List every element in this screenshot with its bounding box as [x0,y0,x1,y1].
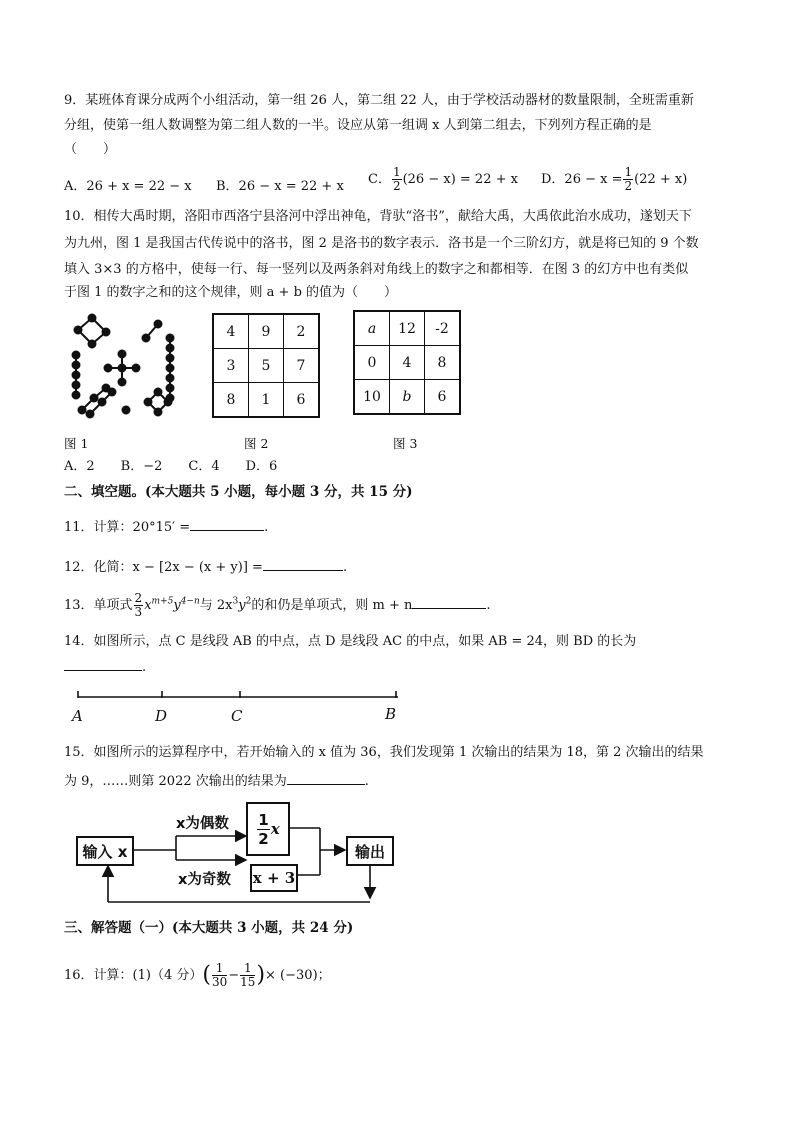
q14-line2 [64,656,146,677]
output-box: 输出 [346,836,394,866]
fraction-numerator: 2 [134,591,143,605]
q11-end: . [264,520,269,535]
grid-cell: -2 [425,311,461,346]
q15-answer-blank[interactable] [287,770,365,785]
grid-cell: 10 [354,380,390,415]
q9-option-d-expr: (22 + x) [634,172,688,187]
q15-text: 为 9，……则第 2022 次输出的结果为 [64,774,287,789]
point-b-label: B [385,705,397,723]
q16-fraction1 [212,962,227,989]
q12 [64,556,347,577]
q13-exp2: 4−n [180,596,200,607]
fig3-caption: 图 3 [393,436,418,451]
fraction-denominator: 2 [392,179,401,193]
q14-answer-blank[interactable] [64,656,142,671]
q13-mid2: 与 2x [199,598,233,613]
q14-end: . [142,660,147,675]
q9-option-d-prefix: D．26 − x = [541,172,623,187]
fraction-numerator: 1 [258,810,269,829]
fraction-numerator: 1 [392,165,401,179]
q10-line1: 10．相传大禹时期，洛阳市西洛宁县洛河中浮出神龟，背驮“洛书”，献给大禹，大禹依此治水成功，遂划天下 [64,209,692,224]
point-c-label: C [231,707,243,725]
grid-cell: a [354,311,390,346]
even-condition-label: x为偶数 [176,816,229,832]
q15-end: . [364,774,369,789]
q10-line3: 填入 3×3 的方格中，使每一行、每一竖列以及两条斜对角线上的数字之和都相等．在图 3 的幻方中也有类似 [64,262,689,277]
fraction-numerator: 1 [624,165,633,179]
grid-cell: 7 [284,349,320,383]
fig2-caption: 图 2 [244,436,269,451]
magic-square-fig3 [353,310,461,415]
q15-line2 [64,770,369,791]
q16-prefix: 16．计算：(1)（4 分） [64,968,203,983]
q16-fraction2 [240,962,255,989]
grid-cell: b [390,380,425,415]
point-d-label: D [155,707,168,725]
q13-y: y [173,598,181,613]
grid-cell: 4 [390,346,425,380]
q13-end: . [486,598,491,613]
q11 [64,516,268,537]
q13-exp1: m+5 [151,596,174,607]
fraction-numerator: 1 [240,962,255,976]
q9-option-d-fraction [623,166,633,193]
q9-line1: 9．某班体育课分成两个小组活动，第一组 26 人，第二组 22 人，由于学校活动器材的数量限制，全班需重新 [64,93,694,108]
fig1-caption: 图 1 [64,436,89,451]
section3-heading: 三、解答题（一）(本大题共 3 小题，共 24 分) [64,920,354,936]
q9-line2: 分组，使第一组人数调整为第二组人数的一半。设应从第一组调 x 人到第二组去，下列列方程正确的是 [64,118,652,133]
q10-line2: 为九州，图 1 是我国古代传说中的洛书，图 2 是洛书的数字表示．洛书是一个三阶幻方，就是将已知的 9 个数 [64,236,699,251]
q12-answer-blank[interactable] [263,556,343,571]
fraction-denominator: 15 [240,975,256,989]
q9-option-c-expr: (26 − x) = 22 + x [402,172,518,187]
half-x-var: x [270,820,280,838]
grid-cell: 8 [425,346,461,380]
grid-cell: 8 [213,383,249,418]
q9-option-d [541,166,687,193]
grid-cell: 0 [354,346,390,380]
odd-condition-label: x为奇数 [178,872,231,888]
q10-line4: 于图 1 的数字之和的这个规律，则 a + b 的值为（ ） [64,285,398,300]
q9-paren: （ ） [64,142,117,157]
q10-options: A．2 B．−2 C．4 D．6 [64,459,278,474]
q16 [64,962,331,989]
grid-cell: 6 [284,383,320,418]
grid-cell: 4 [213,314,249,349]
q13-exp3: 3 [232,596,239,607]
paren-open: ( [202,962,211,988]
q16-minus: − [228,968,240,983]
q11-answer-blank[interactable] [190,516,264,531]
q9-option-a: A．26 + x = 22 − x [64,179,192,194]
segment-diagram [70,690,410,704]
half-x-box [246,802,290,856]
q13-prefix: 13．单项式 [64,598,133,613]
q12-text: 12．化简：x − [2x − (x + y)] = [64,560,263,575]
grid-cell: 1 [249,383,284,418]
section2-heading: 二、填空题。(本大题共 5 小题，每小题 3 分，共 15 分) [64,484,413,500]
fraction-denominator: 2 [624,179,633,193]
luoshu-figure [66,310,182,422]
q13-mid3: y [238,598,246,613]
grid-cell: 2 [284,314,320,349]
q9-option-c [368,166,518,193]
q9-option-c-fraction [392,166,402,193]
q13-answer-blank[interactable] [412,594,486,609]
fraction-numerator: 1 [212,962,227,976]
grid-cell: 12 [390,311,425,346]
input-x-box: 输入 x [76,836,134,866]
q15-line1: 15．如图所示的运算程序中，若开始输入的 x 值为 36，我们发现第 1 次输出的结果为 18，第 2 次输出的结果 [64,745,704,760]
magic-square-fig2 [212,313,320,418]
q14-line1: 14．如图所示，点 C 是线段 AB 的中点，点 D 是线段 AC 的中点，如果 AB = 24，则 BD 的长为 [64,634,637,649]
q13-exp4: 2 [245,596,252,607]
grid-cell: 6 [425,380,461,415]
fraction-denominator: 30 [211,975,228,989]
x-plus-3-box: x + 3 [250,864,298,892]
point-a-label: A [72,707,83,725]
q9-option-b: B．26 − x = 22 + x [216,179,344,194]
q13-fraction [134,592,144,619]
grid-cell: 3 [213,349,249,383]
half-fraction [257,811,269,848]
fraction-denominator: 2 [258,829,269,848]
fraction-denominator: 3 [134,605,143,619]
q13-x: x [144,598,152,613]
q13-post: 的和仍是单项式，则 m + n [251,598,413,613]
q12-end: . [342,560,348,575]
q9-option-c-prefix: C． [368,172,391,187]
q16-post: × (−30)； [265,968,331,983]
paren-close: ) [256,962,266,988]
q11-text: 11．计算：20°15′ = [64,520,191,535]
grid-cell: 5 [249,349,284,383]
grid-cell: 9 [249,314,284,349]
q13 [64,592,491,619]
